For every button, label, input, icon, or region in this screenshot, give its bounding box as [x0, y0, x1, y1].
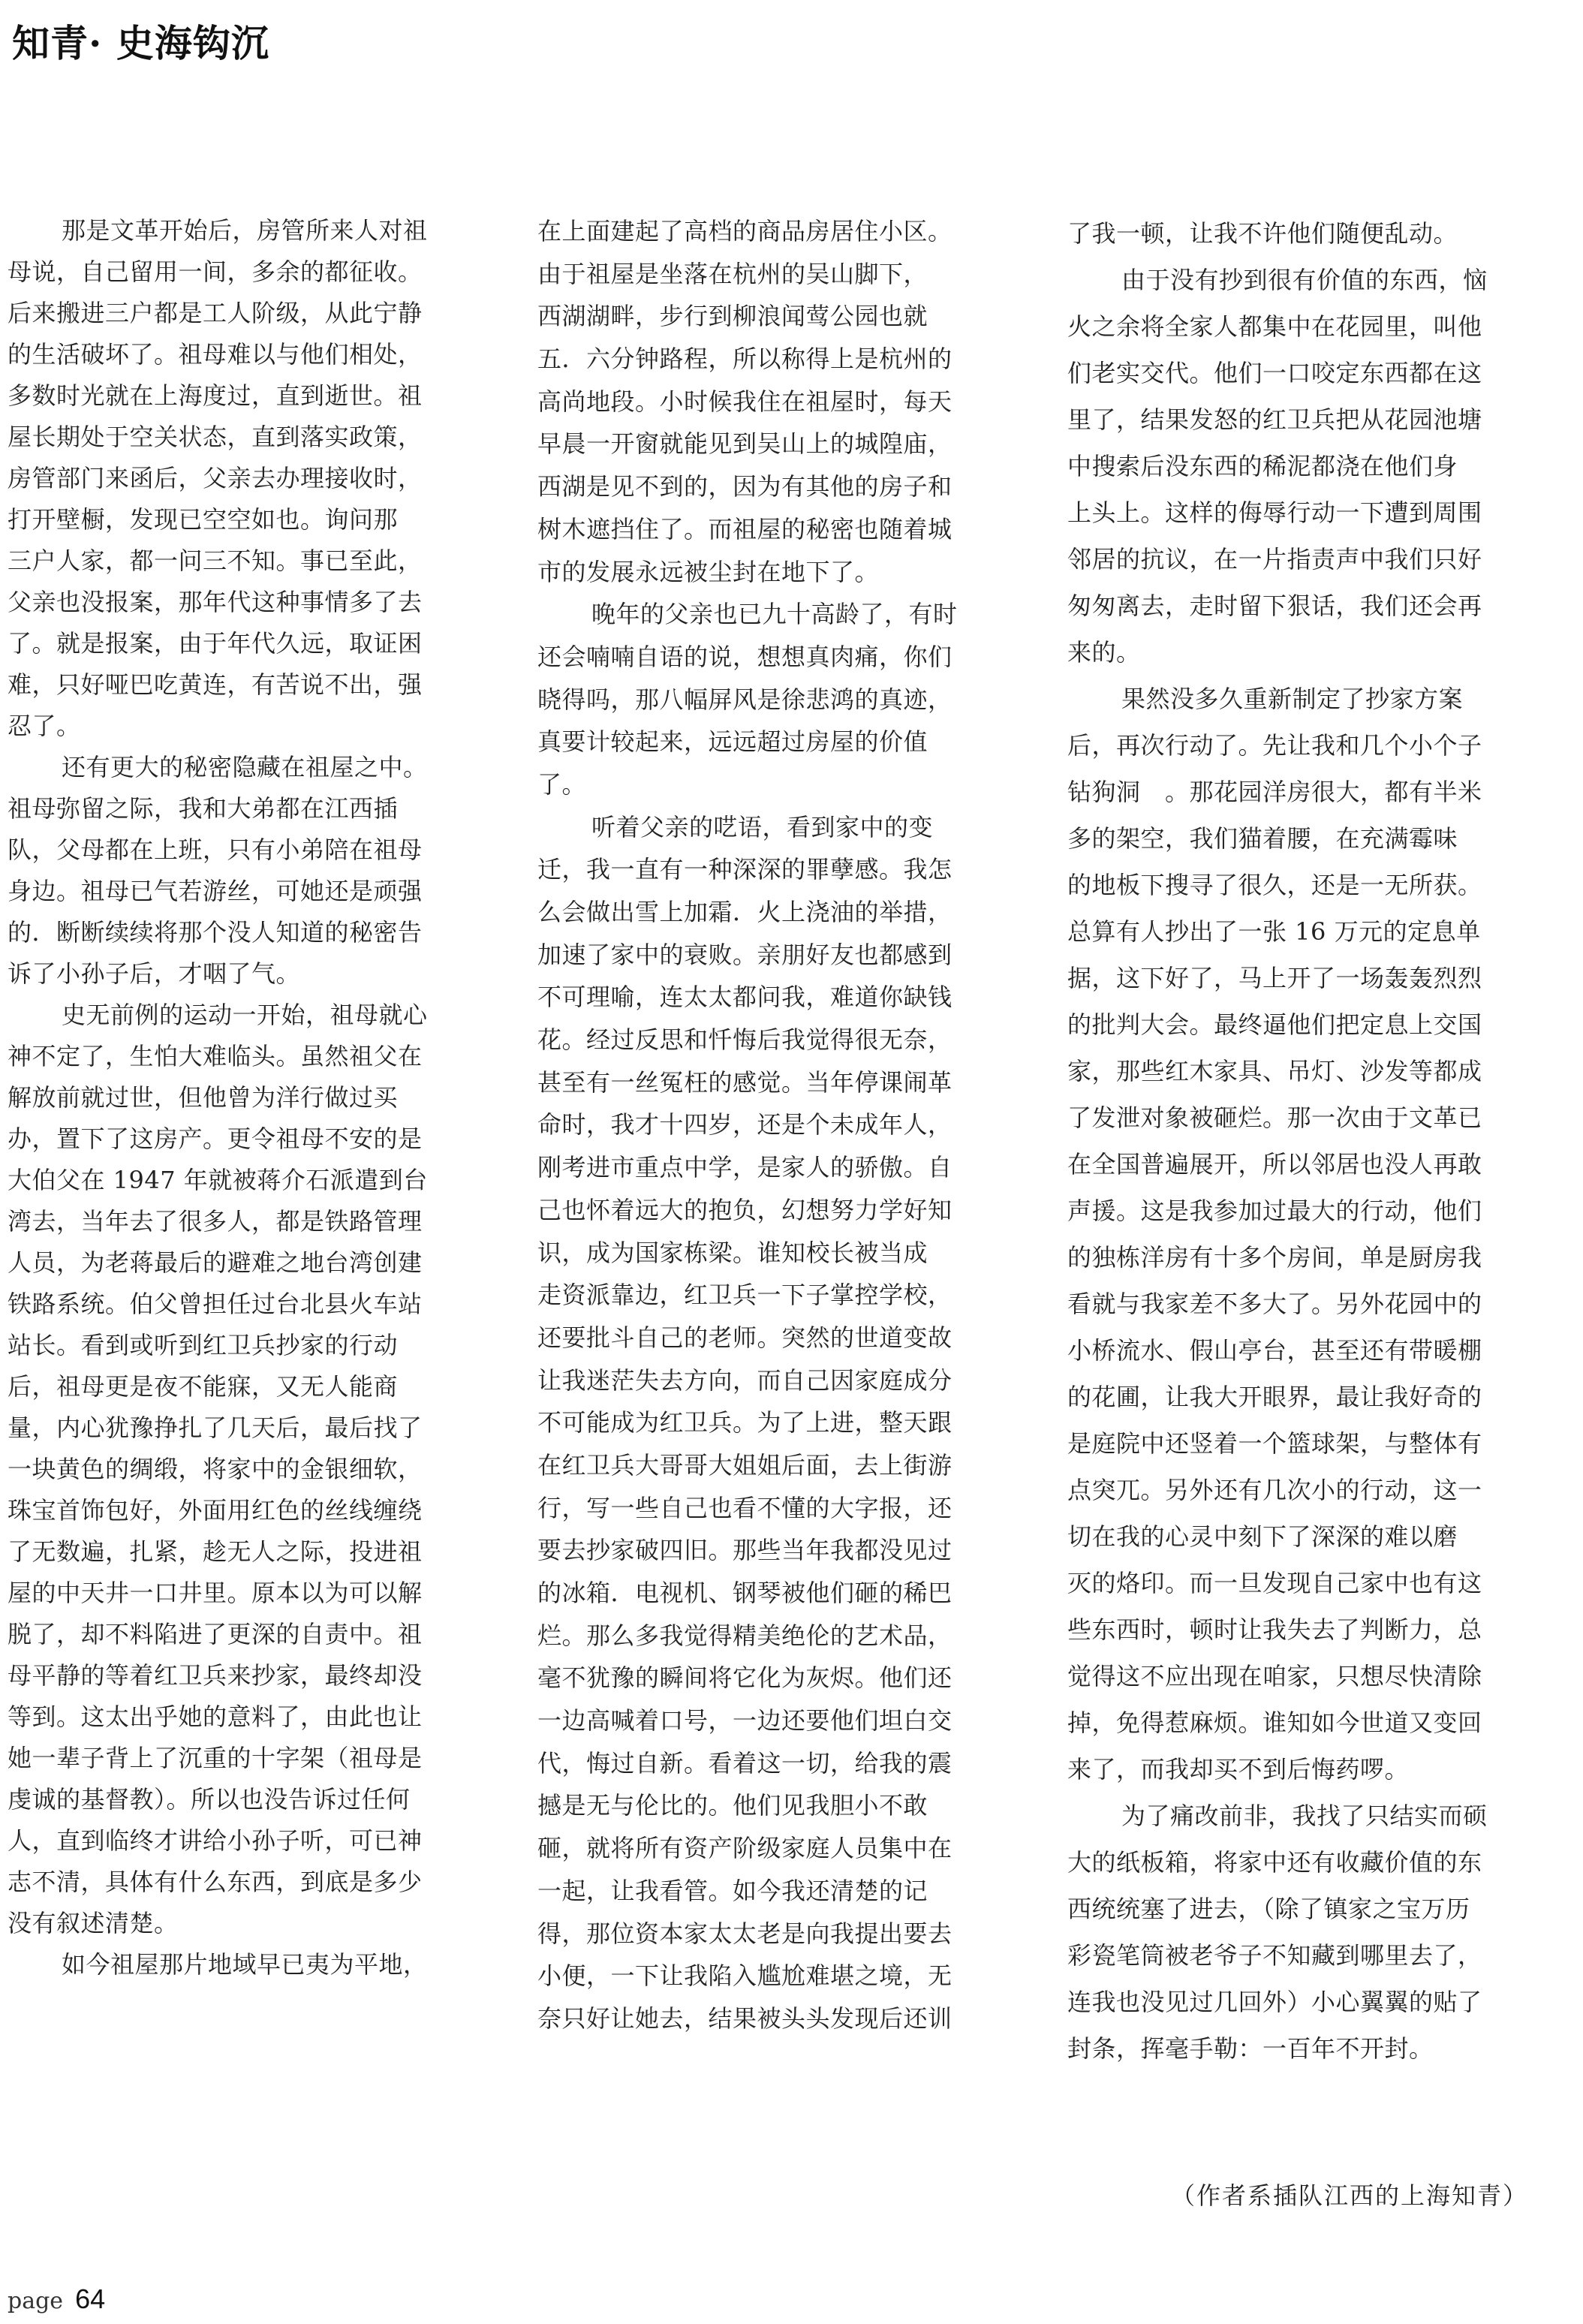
text-line: 家，那些红木家具、吊灯、沙发等都成 [1067, 1057, 1482, 1085]
text-line: 毫不犹豫的瞬间将它化为灰烬。他们还 [537, 1663, 953, 1693]
text-line: 诉了小孙子后，才咽了气。 [8, 959, 301, 988]
author-note: （作者系插队江西的上海知青） [1171, 2181, 1529, 2210]
text-line: 志不清，具体有什么东西，到底是多少 [8, 1868, 423, 1896]
text-line: 难，只好哑巴吃黄连，有苦说不出，强 [8, 670, 423, 699]
section-header: 知青· 史海钩沉 [12, 21, 269, 65]
text-line: 五．六分钟路程，所以称得上是杭州的 [537, 345, 953, 374]
text-line: 命时，我才十四岁，还是个未成年人， [537, 1110, 953, 1139]
text-line: 么会做出雪上加霜．火上浇油的举措， [537, 898, 953, 926]
page-footer [8, 2283, 105, 2315]
text-line: 小桥流水、假山亭台，甚至还有带暖棚 [1067, 1336, 1482, 1365]
text-line: 房管部门来函后，父亲去办理接收时， [8, 464, 423, 492]
text-line: 连我也没见过几回外）小心翼翼的贴了 [1067, 1988, 1482, 2016]
text-line: 不可能成为红卫兵。为了上进，整天跟 [537, 1408, 953, 1437]
text-line: 一块黄色的绸缎，将家中的金银细软， [8, 1455, 423, 1483]
text-line: 市的发展永远被尘封在地下了。 [537, 557, 880, 586]
text-line: 奈只好让她去，结果被头头发现后还训 [537, 2003, 953, 2033]
text-line: 晓得吗，那八幅屏风是徐悲鸿的真迹， [537, 685, 953, 714]
text-line: 多数时光就在上海度过，直到逝世。祖 [8, 381, 423, 410]
text-line: 珠宝首饰包好，外面用红色的丝线缠绕 [8, 1496, 423, 1525]
text-line: 在红卫兵大哥哥大姐姐后面，去上街游 [537, 1450, 953, 1480]
text-line: 由于祖屋是坐落在杭州的吴山脚下， [537, 259, 928, 288]
text-line: 站长。看到或听到红卫兵抄家的行动 [8, 1331, 399, 1359]
text-line: 些东西时，顿时让我失去了判断力，总 [1067, 1615, 1482, 1644]
text-line: 总算有人抄出了一张 16 万元的定息单 [1067, 917, 1481, 946]
text-line: 西湖湖畔，步行到柳浪闻莺公园也就 [537, 302, 928, 331]
text-line: 大伯父在 1947 年就被蒋介石派遣到台 [8, 1166, 428, 1194]
text-line: 脱了，却不料陷进了更深的自责中。祖 [8, 1620, 423, 1648]
text-line: 后来搬进三户都是工人阶级，从此宁静 [8, 299, 423, 327]
text-line: 父亲也没报案，那年代这种事情多了去 [8, 588, 423, 616]
text-line: 队，父母都在上班，只有小弟陪在祖母 [8, 835, 423, 864]
text-line: 的花圃，让我大开眼界，最让我好奇的 [1067, 1383, 1482, 1411]
text-line: 加速了家中的衰败。亲朋好友也都感到 [537, 940, 953, 969]
text-line: 湾去，当年去了很多人，都是铁路管理 [8, 1207, 423, 1236]
text-line: 虔诚的基督教）。所以也没告诉过任何 [8, 1785, 411, 1814]
text-line: 屋长期处于空关状态，直到落实政策， [8, 423, 423, 451]
text-line: 了我一顿，让我不许他们随便乱动。 [1067, 219, 1458, 248]
text-line: 史无前例的运动一开始，祖母就心 [62, 1001, 428, 1029]
text-line: 己也怀着远大的抱负，幻想努力学好知 [537, 1195, 953, 1224]
text-line: 不可理喻，连太太都问我，难道你缺钱 [537, 983, 953, 1012]
text-line: 多的架空，我们猫着腰，在充满霉味 [1067, 824, 1458, 853]
text-line: 的批判大会。最终逼他们把定息上交国 [1067, 1010, 1482, 1039]
text-line: 解放前就过世，但他曾为洋行做过买 [8, 1083, 399, 1112]
text-line: 忍了。 [8, 712, 81, 740]
text-line: 铁路系统。伯父曾担任过台北县火车站 [8, 1290, 423, 1318]
text-line: 母说，自己留用一间，多余的都征收。 [8, 257, 423, 286]
text-line: 砸，就将所有资产阶级家庭人员集中在 [537, 1834, 953, 1863]
text-line: 一起，让我看管。如今我还清楚的记 [537, 1876, 928, 1905]
text-line: 烂。那么多我觉得精美绝伦的艺术品， [537, 1621, 953, 1650]
text-line: 掉，免得惹麻烦。谁知如今世道又变回 [1067, 1708, 1482, 1737]
text-line: 声援。这是我参加过最大的行动，他们 [1067, 1197, 1482, 1225]
text-line: 量，内心犹豫挣扎了几天后，最后找了 [8, 1413, 423, 1442]
text-line: 人员，为老蒋最后的避难之地台湾创建 [8, 1248, 423, 1277]
article-column-2 [537, 210, 995, 2040]
text-line: 们老实交代。他们一口咬定东西都在这 [1067, 359, 1482, 387]
text-line: 花。经过反思和忏悔后我觉得很无奈， [537, 1025, 953, 1055]
text-line: 觉得这不应出现在咱家，只想尽快清除 [1067, 1662, 1482, 1690]
text-line: 邻居的抗议，在一片指责声中我们只好 [1067, 545, 1482, 573]
text-line: 在上面建起了高档的商品房居住小区。 [537, 217, 953, 245]
text-line: 了。就是报案，由于年代久远，取证困 [8, 629, 423, 658]
text-line: 上头上。这样的侮辱行动一下遭到周围 [1067, 498, 1482, 527]
text-line: 真要计较起来，远远超过房屋的价值 [537, 727, 928, 757]
text-line: 还会喃喃自语的说，想想真肉痛，你们 [537, 642, 953, 671]
article-column-1 [8, 210, 465, 1985]
text-line: 三户人家，都一问三不知。事已至此， [8, 546, 423, 575]
text-line: 切在我的心灵中刻下了深深的难以磨 [1067, 1522, 1458, 1551]
text-line: 中搜索后没东西的稀泥都浇在他们身 [1067, 452, 1458, 480]
text-line: 后，祖母更是夜不能寐，又无人能商 [8, 1372, 399, 1401]
text-line: 灭的烙印。而一旦发现自己家中也有这 [1067, 1569, 1482, 1597]
text-line: 走资派靠边，红卫兵一下子掌控学校， [537, 1281, 953, 1310]
text-line: 来的。 [1067, 638, 1141, 667]
text-line: 彩瓷笔筒被老爷子不知藏到哪里去了， [1067, 1941, 1482, 1970]
text-line: 晚年的父亲也已九十高龄了，有时 [591, 600, 958, 629]
page-number: 64 [75, 2283, 106, 2314]
text-line: 西湖是见不到的，因为有其他的房子和 [537, 472, 953, 501]
text-line: 屋的中天井一口井里。原本以为可以解 [8, 1579, 423, 1607]
text-line: 还有更大的秘密隐藏在祖屋之中。 [62, 753, 428, 781]
text-line: 据，这下好了，马上开了一场轰轰烈烈 [1067, 964, 1482, 992]
text-line: 了。 [537, 769, 587, 799]
text-line: 果然没多久重新制定了抄家方案 [1121, 685, 1464, 713]
text-line: 祖母弥留之际，我和大弟都在江西插 [8, 794, 399, 823]
text-line: 高尚地段。小时候我住在祖屋时，每天 [537, 387, 953, 416]
text-line: 身边。祖母已气若游丝，可她还是顽强 [8, 877, 423, 905]
text-line: 神不定了，生怕大难临头。虽然祖父在 [8, 1042, 423, 1070]
text-line: 大的纸板箱，将家中还有收藏价值的东 [1067, 1848, 1482, 1877]
text-line: 母平静的等着红卫兵来抄家，最终却没 [8, 1661, 423, 1690]
text-line: 钻狗洞 。那花园洋房很大，都有半米 [1067, 778, 1482, 806]
text-line: 的地板下搜寻了很久，还是一无所获。 [1067, 871, 1482, 899]
text-line: 点突兀。另外还有几次小的行动，这一 [1067, 1476, 1482, 1504]
text-line: 小便，一下让我陷入尴尬难堪之境，无 [537, 1961, 953, 1991]
text-line: 的．断断续续将那个没人知道的秘密告 [8, 918, 423, 947]
text-line: 的独栋洋房有十多个房间，单是厨房我 [1067, 1243, 1482, 1272]
text-line: 还要批斗自己的老师。突然的世道变故 [537, 1323, 953, 1352]
text-line: 得，那位资本家太太老是向我提出要去 [537, 1919, 953, 1948]
page-label: page [8, 2288, 64, 2314]
text-line: 来了，而我却买不到后悔药啰。 [1067, 1755, 1410, 1784]
text-line: 听着父亲的呓语，看到家中的变 [591, 812, 934, 841]
text-line: 后，再次行动了。先让我和几个小个子 [1067, 731, 1482, 760]
text-line: 办，置下了这房产。更令祖母不安的是 [8, 1124, 423, 1153]
text-line: 看就与我家差不多大了。另外花园中的 [1067, 1290, 1482, 1318]
text-line: 早晨一开窗就能见到吴山上的城隍庙， [537, 429, 953, 459]
text-line: 的冰箱．电视机、钢琴被他们砸的稀巴 [537, 1579, 953, 1607]
text-line: 等到。这太出乎她的意料了，由此也让 [8, 1702, 423, 1731]
text-line: 了无数遍，扎紧，趁无人之际，投进祖 [8, 1537, 423, 1566]
text-line: 是庭院中还竖着一个篮球架，与整体有 [1067, 1429, 1482, 1458]
text-line: 甚至有一丝冤枉的感觉。当年停课闹革 [537, 1067, 953, 1097]
article-column-3 [1067, 210, 1540, 2072]
text-line: 代，悔过自新。看着这一切，给我的震 [537, 1748, 953, 1778]
text-line: 如今祖屋那片地域早已夷为平地， [62, 1950, 428, 1979]
text-line: 让我迷茫失去方向，而自己因家庭成分 [537, 1365, 953, 1395]
text-line: 了发泄对象被砸烂。那一次由于文革已 [1067, 1103, 1482, 1132]
text-line: 为了痛改前非，我找了只结实而硕 [1121, 1802, 1488, 1830]
text-line: 里了，结果发怒的红卫兵把从花园池塘 [1067, 405, 1482, 434]
text-line: 西统统塞了进去，（除了镇家之宝万历 [1067, 1895, 1470, 1923]
text-line: 树木遮挡住了。而祖屋的秘密也随着城 [537, 514, 953, 543]
text-line: 那是文革开始后，房管所来人对祖 [62, 216, 428, 245]
text-line: 打开壁橱，发现已空空如也。询问那 [8, 505, 399, 534]
text-line: 的生活破坏了。祖母难以与他们相处， [8, 340, 423, 369]
text-line: 迁，我一直有一种深深的罪孽感。我怎 [537, 855, 953, 884]
text-line: 在全国普遍展开，所以邻居也没人再敢 [1067, 1150, 1482, 1179]
text-line: 没有叙述清楚。 [8, 1909, 179, 1937]
text-line: 封条，挥毫手勒：一百年不开封。 [1067, 2034, 1434, 2063]
text-line: 一边高喊着口号，一边还要他们坦白交 [537, 1706, 953, 1735]
text-line: 匆匆离去，走时留下狠话，我们还会再 [1067, 592, 1482, 620]
text-line: 行，写一些自己也看不懂的大字报，还 [537, 1493, 953, 1522]
text-line: 她一辈子背上了沉重的十字架（祖母是 [8, 1744, 423, 1772]
text-line: 人，直到临终才讲给小孙子听，可已神 [8, 1826, 423, 1855]
text-line: 撼是无与伦比的。他们见我胆小不敢 [537, 1791, 928, 1820]
text-line: 识，成为国家栋梁。谁知校长被当成 [537, 1238, 928, 1267]
text-line: 要去抄家破四旧。那些当年我都没见过 [537, 1536, 953, 1565]
text-line: 由于没有抄到很有价值的东西，恼 [1121, 266, 1488, 294]
text-line: 刚考进市重点中学，是家人的骄傲。自 [537, 1153, 953, 1182]
text-line: 火之余将全家人都集中在花园里，叫他 [1067, 312, 1482, 341]
